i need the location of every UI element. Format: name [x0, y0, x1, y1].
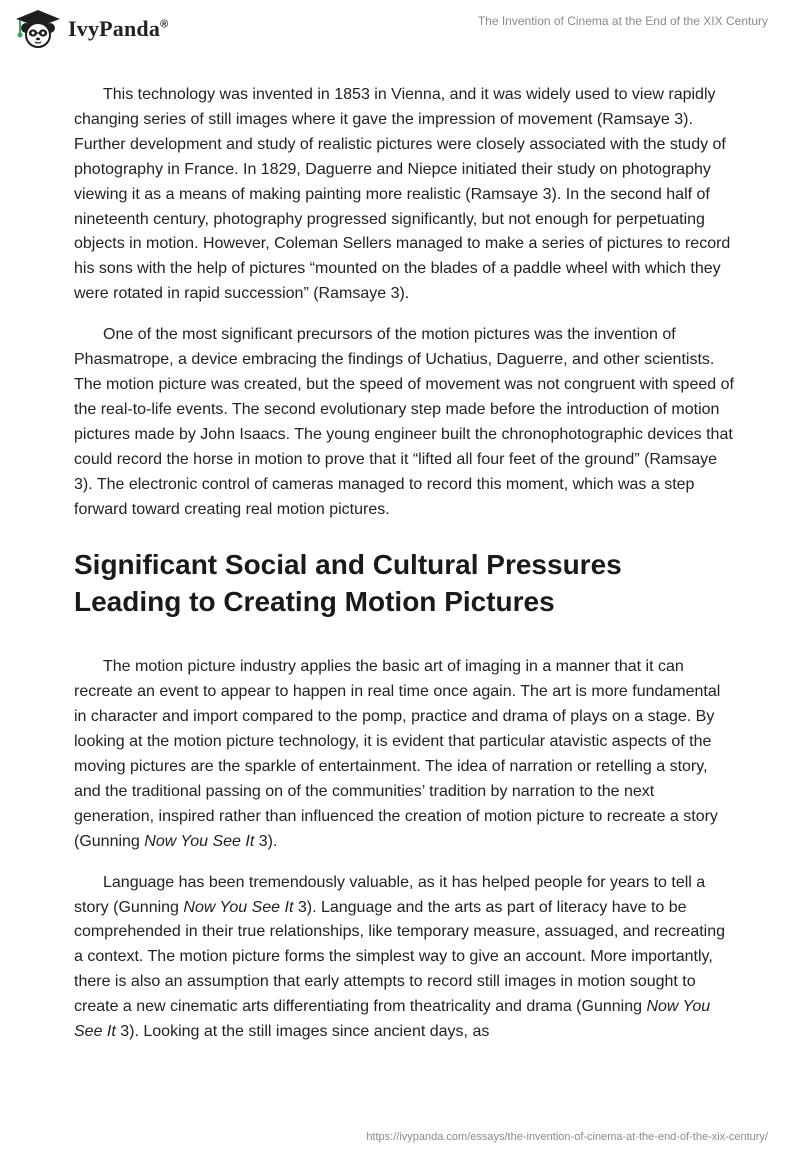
- paragraph-4: Language has been tremendously valuable, as it has helped people for years to tell a story (Gunning Now You See It 3). Language and the arts as part of literacy have to be comprehended in their true relationships, like temporary measure, assuaged, and recreating a context. The motion picture forms the simplest way to give an account. More importantly, there is also an assumption that early attempts to record still images in motion sought to create a new cinematic arts differentiating from theatricality and drama (Gunning Now You See It 3). Looking at the still images since ancient days, as: [74, 873, 726, 1041]
- citation-title: Now You See It: [183, 898, 294, 916]
- document-title: The Invention of Cinema at the End of the XIX Century: [477, 14, 768, 28]
- brand-name: IvyPanda®: [68, 16, 169, 41]
- citation-title: Now You See It: [74, 998, 711, 1041]
- source-url[interactable]: https://ivypanda.com/essays/the-invention-of-cinema-at-the-end-of-the-xix-century/: [366, 1131, 768, 1143]
- ivypanda-logo[interactable]: [14, 8, 168, 50]
- paragraph-1: This technology was invented in 1853 in Vienna, and it was widely used to view rapidly changing series of still images where it gave the impression of movement (Ramsaye 3). Further development and study of realistic pictures were closely associated with the study of photography in France. In 1829, Daguerre and Niepce initiated their study on photography viewing it as a means of making painting more realistic (Ramsaye 3). In the second half of nineteenth century, photography progressed significantly, but not enough for perpetuating objects in motion. However, Coleman Sellers managed to make a series of pictures to record his sons with the help of pictures “mounted on the blades of a paddle wheel with which they were rotated in rapid succession” (Ramsaye 3).: [74, 86, 731, 303]
- paragraph-2: One of the most significant precursors of the motion pictures was the invention of Phasmatrope, a device embracing the findings of Uchatius, Daguerre, and other scientists. The motion picture was created, but the speed of movement was not congruent with speed of the real-to-life events. The second evolutionary step made before the introduction of motion pictures made by John Isaacs. The young engineer built the chronophotographic devices that could record the horse in motion to prove that it “lifted all four feet of the ground” (Ramsaye 3). The electronic control of cameras managed to record this moment, which was a step forward toward creating real motion pictures.: [74, 326, 734, 518]
- section-heading: Significant Social and Cultural Pressures Leading to Creating Motion Pictures: [74, 549, 622, 618]
- panda-graduate-icon: [14, 8, 62, 50]
- page-header: [0, 0, 800, 60]
- article-body: [74, 83, 734, 1045]
- citation-title: Now You See It: [144, 832, 255, 850]
- paragraph-3: The motion picture industry applies the basic art of imaging in a manner that it can recreate an event to appear to happen in real time once again. The art is more fundamental in character and import compared to the pomp, practice and drama of plays on a stage. By looking at the motion picture technology, it is evident that particular atavistic aspects of the moving pictures are the sparkle of entertainment. The idea of narration or retelling a story, and the traditional passing on of the communities’ tradition by narration to the next generation, inspired rather than influenced the creation of motion picture to recreate a story (Gunning Now You See It 3).: [74, 658, 721, 850]
